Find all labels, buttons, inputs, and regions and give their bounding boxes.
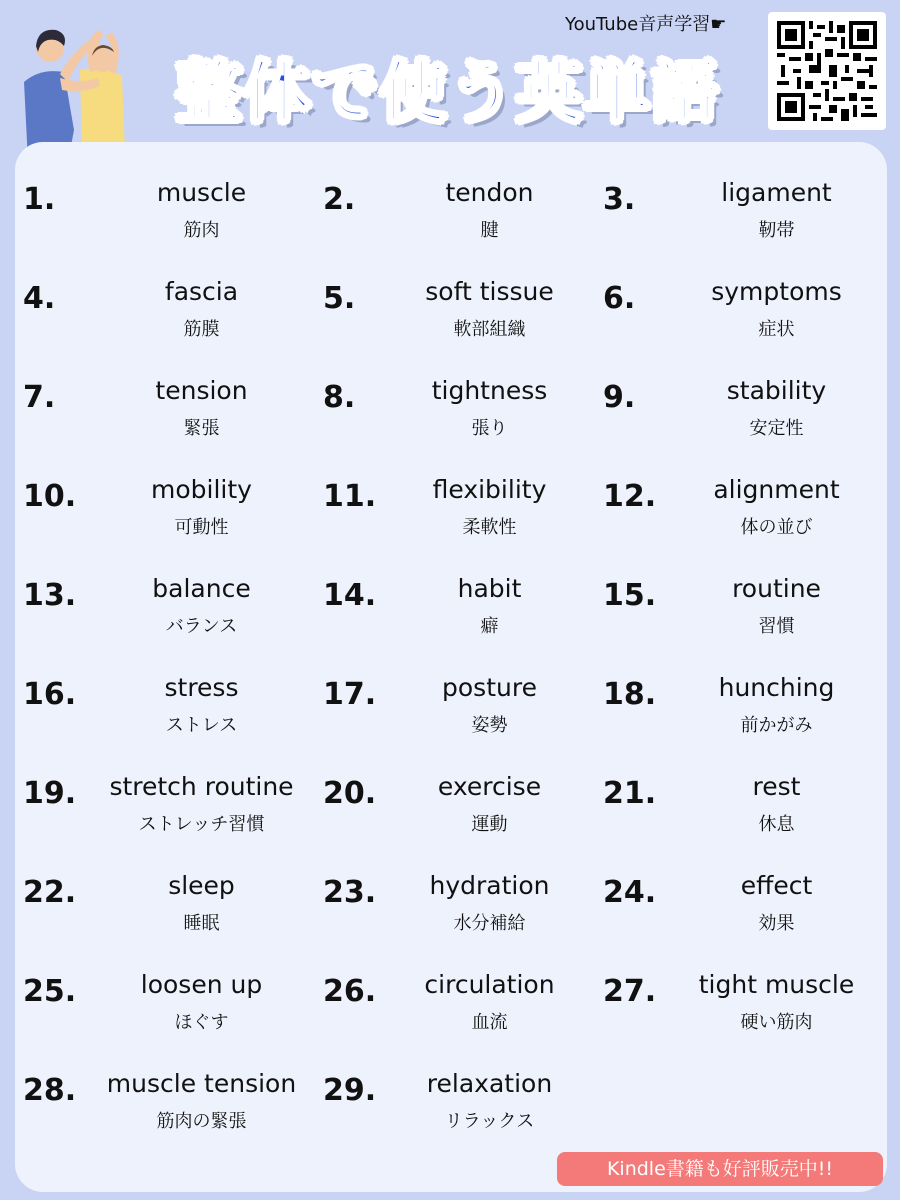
vocab-item xyxy=(308,1059,591,1158)
vocab-japanese: 習慣 xyxy=(758,616,795,637)
vocab-item xyxy=(15,465,308,564)
kindle-banner[interactable]: Kindle書籍も好評販売中!! xyxy=(557,1152,883,1186)
vocab-item xyxy=(591,564,887,663)
vocab-number: 16. xyxy=(23,677,77,712)
vocab-japanese: 前かがみ xyxy=(740,715,813,736)
vocab-english: tightness xyxy=(431,376,548,405)
vocab-english: hunching xyxy=(718,673,835,702)
vocab-number: 29. xyxy=(323,1073,377,1108)
vocab-item xyxy=(15,564,308,663)
vocab-item xyxy=(15,861,308,960)
vocab-japanese: 運動 xyxy=(471,814,508,835)
vocab-japanese: ストレッチ習慣 xyxy=(138,814,265,835)
vocab-japanese: ほぐす xyxy=(174,1012,229,1033)
page-title: 整体で使う英単語 xyxy=(176,53,720,131)
vocab-english: relaxation xyxy=(426,1069,553,1098)
vocab-english: sleep xyxy=(168,871,235,900)
vocab-japanese: 筋膜 xyxy=(183,319,220,340)
vocab-item xyxy=(15,762,308,861)
vocab-number: 28. xyxy=(23,1073,77,1108)
vocab-item xyxy=(15,663,308,762)
vocab-english: habit xyxy=(457,574,522,603)
header xyxy=(0,0,900,150)
youtube-audio-label: YouTube音声学習☛ xyxy=(565,14,727,35)
vocab-number: 18. xyxy=(603,677,657,712)
vocab-item xyxy=(15,960,308,1059)
vocab-item xyxy=(15,366,308,465)
vocab-item xyxy=(308,168,591,267)
vocab-japanese: 癖 xyxy=(480,616,499,637)
vocab-number: 27. xyxy=(603,974,657,1009)
vocab-item xyxy=(591,168,887,267)
vocab-english: flexibility xyxy=(432,475,547,504)
vocab-english: muscle tension xyxy=(106,1069,297,1098)
vocab-english: mobility xyxy=(151,475,252,504)
vocab-english: soft tissue xyxy=(425,277,554,306)
vocab-japanese: 睡眠 xyxy=(183,913,220,934)
vocab-number: 12. xyxy=(603,479,657,514)
vocab-japanese: 筋肉の緊張 xyxy=(156,1111,247,1132)
vocab-english: effect xyxy=(740,871,813,900)
vocab-number: 26. xyxy=(323,974,377,1009)
vocab-japanese: 効果 xyxy=(758,913,795,934)
vocab-number: 5. xyxy=(323,281,356,316)
vocab-item xyxy=(308,267,591,366)
vocab-japanese: リラックス xyxy=(444,1111,535,1132)
vocab-item xyxy=(308,861,591,960)
vocab-number: 10. xyxy=(23,479,77,514)
vocab-japanese: 水分補給 xyxy=(453,913,526,934)
vocab-number: 23. xyxy=(323,875,377,910)
vocab-english: stretch routine xyxy=(109,772,294,801)
vocab-english: alignment xyxy=(713,475,840,504)
vocab-number: 3. xyxy=(603,182,636,217)
vocab-english: hydration xyxy=(429,871,550,900)
vocab-english: ligament xyxy=(721,178,832,207)
vocab-japanese: 腱 xyxy=(480,220,499,241)
vocab-number: 2. xyxy=(323,182,356,217)
vocab-japanese: 休息 xyxy=(758,814,795,835)
vocab-number: 21. xyxy=(603,776,657,811)
vocab-item xyxy=(15,168,308,267)
vocab-japanese: ストレス xyxy=(165,715,238,736)
vocab-number: 22. xyxy=(23,875,77,910)
vocab-japanese: 柔軟性 xyxy=(462,517,517,538)
vocab-number: 15. xyxy=(603,578,657,613)
vocab-item xyxy=(15,267,308,366)
vocab-item xyxy=(591,861,887,960)
vocab-item xyxy=(308,465,591,564)
vocab-japanese: 緊張 xyxy=(183,418,220,439)
vocab-japanese: 体の並び xyxy=(740,517,813,538)
vocab-item xyxy=(308,564,591,663)
vocab-english: symptoms xyxy=(711,277,842,306)
vocab-english: routine xyxy=(732,574,821,603)
vocab-number: 25. xyxy=(23,974,77,1009)
vocab-english: fascia xyxy=(164,277,239,306)
vocab-english: loosen up xyxy=(140,970,263,999)
vocab-japanese: 姿勢 xyxy=(471,715,508,736)
vocab-japanese: 軟部組織 xyxy=(453,319,526,340)
vocab-number: 13. xyxy=(23,578,77,613)
vocab-number: 19. xyxy=(23,776,77,811)
vocab-item xyxy=(591,465,887,564)
vocab-number: 17. xyxy=(323,677,377,712)
vocab-item xyxy=(591,366,887,465)
vocab-english: balance xyxy=(152,574,251,603)
vocab-number: 14. xyxy=(323,578,377,613)
vocab-item xyxy=(308,762,591,861)
vocab-japanese: 可動性 xyxy=(174,517,229,538)
vocab-number: 20. xyxy=(323,776,377,811)
vocab-english: tendon xyxy=(445,178,534,207)
vocab-english: stability xyxy=(726,376,827,405)
vocab-number: 4. xyxy=(23,281,56,316)
vocab-english: rest xyxy=(752,772,801,801)
vocab-japanese: 血流 xyxy=(471,1012,508,1033)
vocab-item xyxy=(591,663,887,762)
vocab-english: tension xyxy=(155,376,248,405)
vocab-japanese: 症状 xyxy=(758,319,795,340)
vocab-japanese: 靭帯 xyxy=(758,220,795,241)
vocab-japanese: 筋肉 xyxy=(183,220,220,241)
vocab-number: 1. xyxy=(23,182,56,217)
vocab-japanese: バランス xyxy=(165,616,238,637)
vocab-item xyxy=(591,762,887,861)
vocab-number: 11. xyxy=(323,479,377,514)
vocab-item xyxy=(308,663,591,762)
vocab-item xyxy=(308,366,591,465)
vocabulary-grid xyxy=(15,168,887,1158)
vocab-number: 8. xyxy=(323,380,356,415)
vocab-english: tight muscle xyxy=(698,970,855,999)
vocab-item xyxy=(15,1059,308,1158)
vocab-english: stress xyxy=(164,673,239,702)
vocab-english: muscle xyxy=(156,178,247,207)
vocab-number: 6. xyxy=(603,281,636,316)
vocab-english: circulation xyxy=(424,970,555,999)
vocab-item xyxy=(591,267,887,366)
vocab-item xyxy=(591,960,887,1059)
vocab-japanese: 硬い筋肉 xyxy=(740,1012,813,1033)
vocab-english: exercise xyxy=(437,772,542,801)
vocabulary-card xyxy=(15,142,887,1192)
vocab-japanese: 安定性 xyxy=(749,418,804,439)
vocab-number: 7. xyxy=(23,380,56,415)
vocab-item xyxy=(308,960,591,1059)
vocab-number: 9. xyxy=(603,380,636,415)
vocab-japanese: 張り xyxy=(471,418,508,439)
qr-code-icon[interactable] xyxy=(768,12,886,130)
vocab-english: posture xyxy=(442,673,537,702)
vocab-number: 24. xyxy=(603,875,657,910)
